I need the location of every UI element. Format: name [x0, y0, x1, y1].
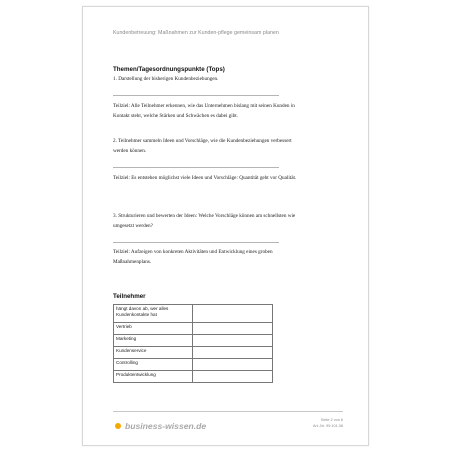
page-number: Seite 2 von 6: [320, 418, 343, 422]
table-row: [114, 305, 273, 323]
table-row: [114, 347, 273, 359]
table-cell: Kundenservice: [114, 347, 193, 359]
topic-3-subgoal: Teilziel: Aufzeigen von konkreten Aktivitäten und Entwicklung eines groben Maßnahmenplans.: [113, 249, 273, 265]
topic-3-title: 3. Strukturieren und bewerten der Ideen: Welche Vorschläge können am schnellsten wie umgesetzt werden?: [113, 213, 296, 229]
business-wissen-logo: [115, 421, 206, 431]
table-cell: Vertrieb: [114, 323, 193, 335]
footer-meta: [313, 417, 343, 429]
table-row: [114, 371, 273, 383]
participants-heading: Teilnehmer: [113, 293, 146, 300]
table-row: [114, 359, 273, 371]
table-row: [114, 323, 273, 335]
document-page: [82, 6, 369, 446]
divider: [113, 242, 279, 243]
table-cell: Controlling: [114, 359, 193, 371]
topics-heading: Themen/Tagesordnungspunkte (Tops): [113, 66, 225, 73]
divider: [113, 167, 279, 168]
logo-dot-icon: [115, 423, 121, 429]
topic-2-title: 2. Teilnehmer sammeln Ideen und Vorschläge, wie die Kundenbeziehungen verbessert werden können.: [113, 138, 292, 154]
topic-1-title: 1. Darstellung der bisherigen Kundenbeziehungen.: [113, 76, 219, 82]
table-cell-empty: [193, 371, 273, 383]
footer-divider: [113, 411, 343, 412]
table-cell-empty: [193, 347, 273, 359]
table-cell-empty: [193, 335, 273, 347]
table-cell: hängt davon ab, wer alles Kundenkontakte hat: [114, 305, 193, 323]
table-cell-empty: [193, 323, 273, 335]
divider: [113, 95, 279, 96]
document-header: Kundenbetreuung: Maßnahmen zur Kunden-pflege gemeinsam planen: [113, 30, 279, 36]
table-row: [114, 335, 273, 347]
table-cell-empty: [193, 305, 273, 323]
topic-2-subgoal: Teilziel: Es entstehen möglichst viele Ideen und Vorschläge: Quantität geht vor Qualität.: [113, 175, 297, 181]
table-cell: Marketing: [114, 335, 193, 347]
table-cell: Produktentwicklung: [114, 371, 193, 383]
article-number: Art.-Nr. 99.101.08: [313, 424, 343, 428]
topic-1-subgoal: Teilziel: Alle Teilnehmer erkennen, wie das Unternehmen bislang mit seinen Kunden in Kontakt steht, welche Stärken und Schwächen es dabei gibt.: [113, 103, 295, 119]
participants-table: [113, 304, 273, 383]
logo-text: business-wissen.de: [125, 421, 207, 431]
table-cell-empty: [193, 359, 273, 371]
